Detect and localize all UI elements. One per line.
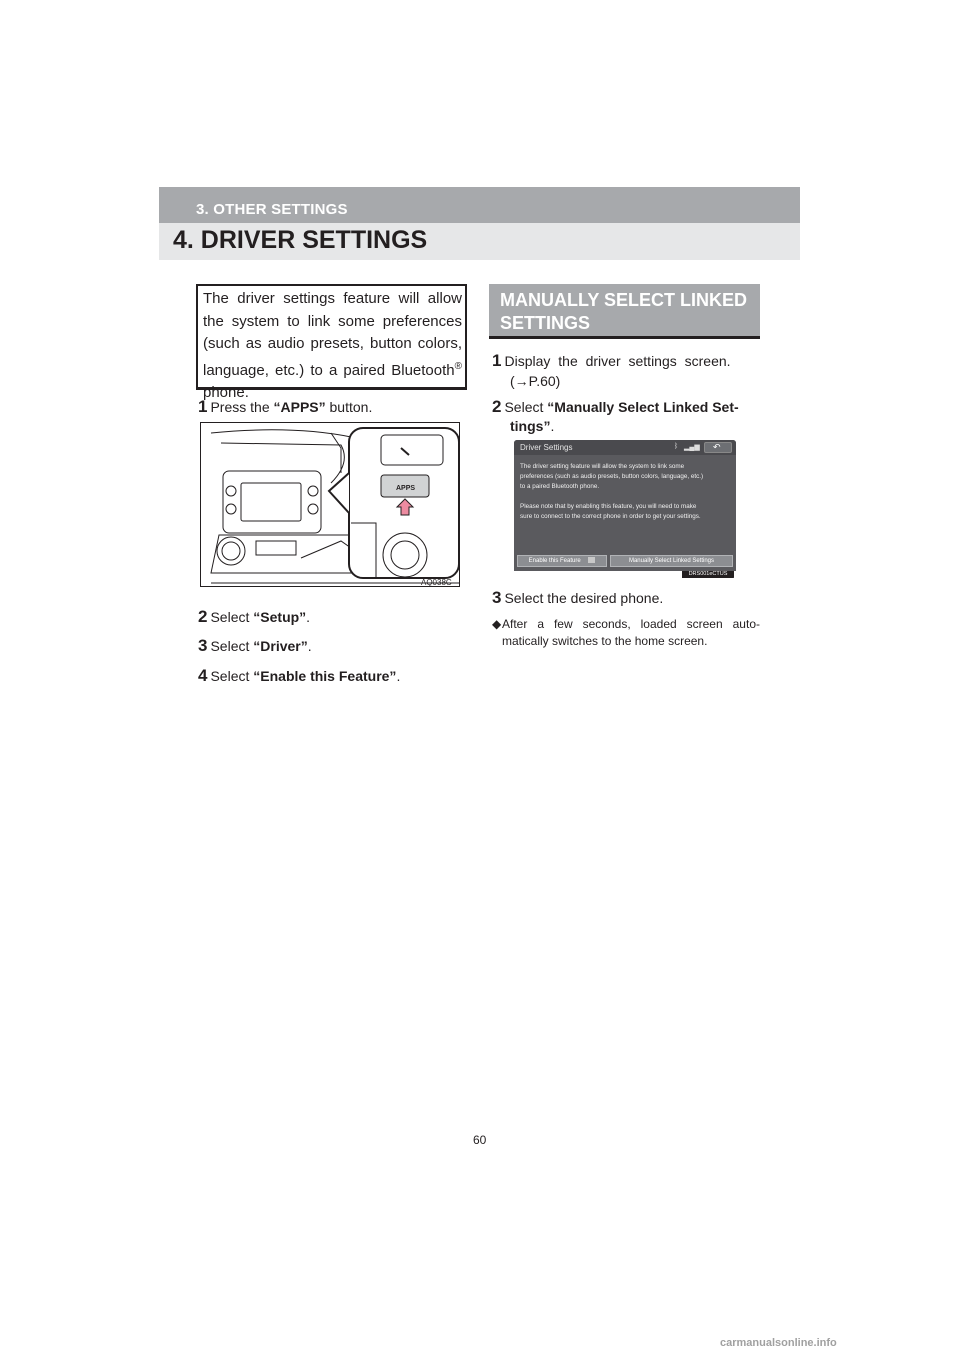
note-text: After a few seconds, loaded screen auto-matically switches to the home screen.	[502, 617, 760, 648]
screen-line-1: The driver setting feature will allow the system to link some	[520, 463, 685, 470]
watermark: carmanualsonline.info	[720, 1337, 837, 1349]
step-text-end: .	[550, 418, 555, 434]
screen-line-5: sure to connect to the correct phone in order to get your settings.	[520, 513, 701, 520]
page-title: 4. DRIVER SETTINGS	[173, 226, 428, 254]
driver-settings-screen	[514, 440, 736, 578]
screen-line-4: Please note that by enabling this feature, you will need to make	[520, 503, 697, 510]
figure-code: AQ038C	[421, 578, 452, 587]
page-number: 60	[473, 1133, 487, 1147]
section-label: 3. OTHER SETTINGS	[196, 201, 348, 218]
signal-icon: ▂▄▆	[684, 444, 700, 451]
intro-text	[203, 288, 462, 405]
right-step-1-ref: (→P.60)	[510, 373, 561, 389]
right-step-2-cont	[510, 418, 554, 434]
right-step-1	[492, 351, 731, 371]
step-target: “Setup”	[253, 609, 307, 625]
step-text-end: .	[306, 609, 311, 625]
step-number: 3	[492, 588, 502, 607]
note-bullet	[492, 616, 760, 649]
step-text: Select	[210, 668, 254, 684]
enable-feature-label: Enable this Feature	[528, 558, 581, 564]
step-text-end: .	[396, 668, 401, 684]
step-number: 3	[198, 636, 208, 655]
step-text-end: .	[307, 638, 312, 654]
diamond-bullet-icon: ◆	[492, 617, 502, 631]
step-2	[198, 607, 310, 627]
intro-box	[196, 284, 467, 401]
step-text: Select	[210, 609, 254, 625]
screen-title: Driver Settings	[520, 443, 573, 452]
step-target-cont: tings”	[510, 418, 551, 434]
step-number: 1	[492, 351, 502, 370]
subsection-title: MANUALLY SELECT LINKED SETTINGS	[500, 290, 748, 333]
step-text: Select	[504, 399, 548, 415]
apps-button-label: APPS	[396, 485, 416, 492]
screen-line-2: preferences (such as audio presets, button colors, language, etc.)	[520, 473, 704, 480]
manually-select-button[interactable]: Manually Select Linked Settings	[610, 555, 733, 567]
step-text: Select the desired phone.	[504, 590, 664, 606]
step-text: Display the driver settings screen.	[504, 353, 731, 369]
checkbox-icon	[588, 557, 595, 563]
screen-figure-code: DRS001eCTUS	[682, 571, 734, 578]
step-target: “Enable this Feature”	[253, 668, 397, 684]
bluetooth-icon: ᛒ	[674, 443, 679, 450]
registered-mark: ®	[454, 360, 462, 372]
back-arrow-icon: ↶	[713, 442, 721, 452]
step-text: Press the	[210, 399, 274, 415]
step-4	[198, 666, 400, 686]
step-3	[198, 636, 312, 656]
intro-text-end: phone.	[203, 384, 249, 401]
step-target: “Driver”	[253, 638, 308, 654]
screen-body	[514, 440, 736, 571]
step-number: 2	[492, 397, 502, 416]
dashboard-drawing	[201, 423, 460, 587]
intro-text-main: The driver settings feature will allow the system to link some preferences (such as audio presets, button colors, language, etc.) to a paired Bluetooth	[203, 290, 462, 379]
step-target: “Manually Select Linked Set-	[547, 399, 739, 415]
step-number: 1	[198, 397, 208, 416]
dashboard-illustration	[200, 422, 460, 587]
right-step-3	[492, 588, 663, 608]
step-number: 4	[198, 666, 208, 685]
step-number: 2	[198, 607, 208, 626]
step-1	[198, 397, 372, 417]
step-target: “APPS”	[273, 399, 326, 415]
back-button[interactable]	[704, 442, 732, 453]
right-step-2	[492, 397, 739, 417]
step-text-end: button.	[325, 399, 373, 415]
enable-feature-button[interactable]	[517, 555, 607, 567]
step-text: Select	[210, 638, 254, 654]
screen-line-3: to a paired Bluetooth phone.	[520, 483, 600, 490]
